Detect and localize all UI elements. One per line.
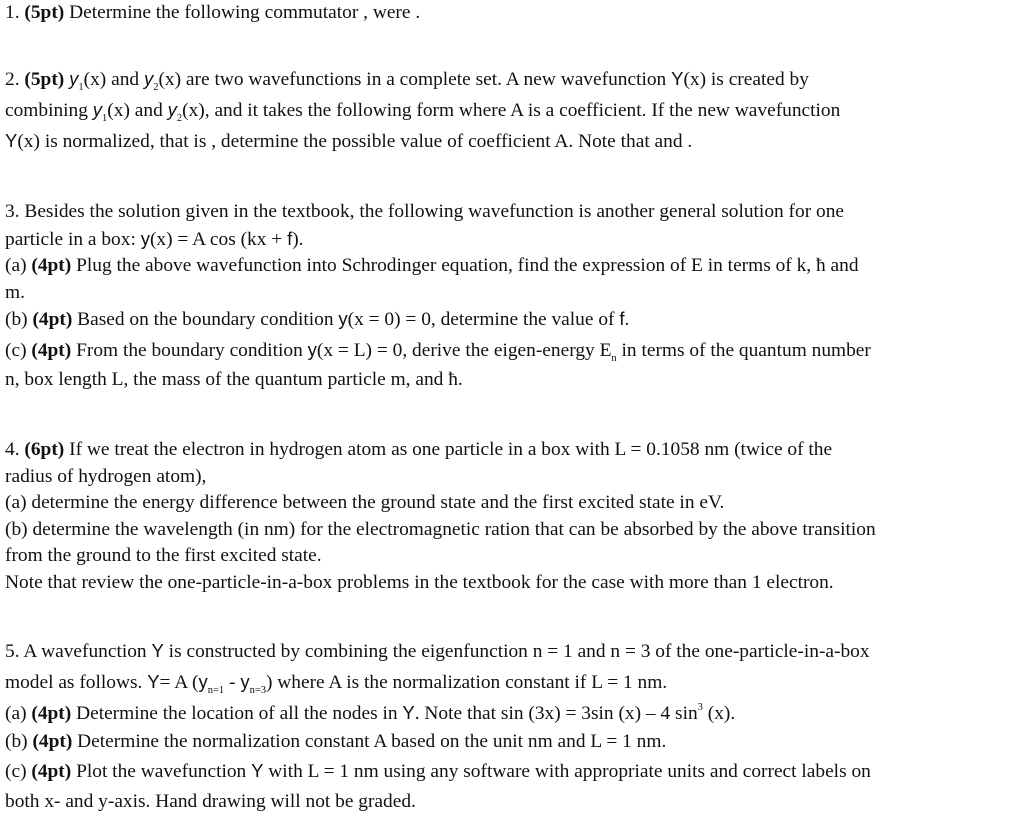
q5-part-a-superscript: 3 (697, 702, 703, 713)
q5-part-a-text-2: . Note that sin (3x) = 3sin (x) – 4 sin (414, 703, 698, 724)
q3-part-a-line-2: m. (5, 281, 25, 303)
q3-part-c-text-1: From the boundary condition (71, 339, 308, 361)
q5-part-b-text: Determine the normalization constant A based on the unit nm and L = 1 nm. (72, 731, 667, 752)
q5-psi1-subscript: n=1 (207, 685, 225, 696)
q2-l2-text-3: , and it takes the following form where A is a coefficient. If the new wavefunction (204, 100, 841, 121)
q2-l2-text-2: and (129, 100, 168, 121)
q5-line-2 (5, 667, 1020, 698)
q5-part-c-points: (4pt) (31, 760, 72, 782)
q4-points: (6pt) (24, 439, 65, 460)
q2-psi2-arg: (x) (158, 69, 182, 90)
q2-l2-psi2-subscript: 2 (176, 113, 183, 124)
q2-l3-psi-symbol: Y (5, 130, 18, 151)
q5-text-1a: 5. A wavefunction (5, 641, 152, 662)
q5-psi3-subscript: n=3 (249, 685, 266, 696)
q4-part-a: (a) determine the energy difference between the ground state and the first excited state in eV. (5, 492, 725, 513)
q4-line-1 (5, 437, 1020, 464)
q2-line-2 (5, 95, 1020, 126)
q3-part-c-points: (4pt) (31, 339, 72, 361)
q3-intro-text-a: particle in a box: (5, 228, 141, 250)
q4-number: 4. (5, 439, 20, 460)
q2-l2-psi1-arg: (x) (107, 100, 130, 121)
q4-note: Note that review the one-particle-in-a-box problems in the textbook for the case with more than 1 electron. (5, 571, 834, 593)
q2-psi1-subscript: 1 (78, 82, 84, 93)
q5-part-a-text-3: (x). (702, 703, 736, 724)
q2-psi2-subscript: 2 (153, 82, 159, 93)
q2-psi-arg: (x) (683, 69, 707, 90)
q5-part-c-line-2: both x- and y-axis. Hand drawing will not be graded. (5, 790, 416, 812)
q3-part-b-psi-symbol: y (338, 308, 348, 329)
q2-l3-text: is normalized, that is , determine the possible value of coefficient A. Note that and . (39, 131, 693, 152)
q3-intro-phi-symbol: f (287, 227, 293, 249)
q5-text-2c: ) where A is the normalization constant if L = 1 nm. (265, 672, 668, 693)
q3-intro-line-2 (5, 226, 1020, 254)
q5-minus: - (224, 672, 241, 693)
q5-part-c-text-2: with L = 1 nm using any software with appropriate units and correct labels on (263, 760, 871, 782)
q2-points: (5pt) (24, 69, 65, 90)
q2-l1-text-1: and (106, 69, 144, 90)
q2-l2-psi1-subscript: 1 (102, 113, 108, 124)
q5-psi-symbol: Y (151, 640, 164, 661)
q3-part-b-phi-symbol: f (619, 308, 625, 329)
q2-line-3 (5, 126, 1020, 157)
q3-part-c-line-1 (5, 337, 1020, 365)
q4-line-2: radius of hydrogen atom), (5, 465, 207, 487)
q3-part-b-line (5, 306, 1020, 334)
q4-part-b-line-2: from the ground to the first excited state. (5, 545, 322, 566)
q3-intro-psi-symbol: y (140, 227, 150, 249)
q5-text-1b: is constructed by combining the eigenfunction n = 1 and n = 3 of the one-particle-in-a-box (163, 641, 870, 662)
q3-part-b-text-3: . (624, 309, 630, 330)
q3-part-c-label: (c) (5, 339, 32, 361)
q2-psi-symbol: Y (671, 68, 684, 89)
q5-part-b-line (5, 729, 1020, 756)
q2-psi1-symbol: y (69, 68, 79, 89)
q2-l2-psi1-symbol: y (92, 99, 103, 120)
q3-part-c-line-2: n, box length L, the mass of the quantum particle m, and ħ. (5, 369, 463, 390)
q2-l2-text-1: combining (5, 100, 93, 121)
q3-part-b-text-1: Based on the boundary condition (72, 309, 339, 330)
q5-text-2b: = A ( (159, 672, 199, 693)
q2-l1-text-3: is created by (706, 69, 809, 90)
q5-part-c-label: (c) (5, 760, 32, 782)
q5-part-a-label: (a) (5, 703, 32, 724)
question-4 (5, 437, 1020, 596)
q2-psi2-symbol: y (143, 68, 154, 89)
q2-l3-psi-arg: (x) (17, 131, 40, 152)
q5-text-2a: model as follows. (5, 672, 148, 693)
q5-psi3-symbol: y (240, 671, 250, 692)
q3-intro-text-b: (x) = A cos (kx + (149, 228, 288, 250)
q5-part-c-psi-symbol: Y (251, 759, 264, 781)
q1-line-1 (5, 0, 1020, 27)
q3-part-b-text-2: (x = 0) = 0, determine the value of (347, 309, 620, 330)
q5-psi1-symbol: y (198, 671, 208, 692)
q1-points: (5pt) (24, 2, 65, 23)
q1-text: Determine the following commutator , were . (64, 2, 421, 23)
q5-part-c-line-1 (5, 756, 1020, 787)
q5-part-a-points: (4pt) (31, 703, 72, 724)
q2-psi1-arg: (x) (83, 69, 107, 90)
q3-part-b-label: (b) (5, 309, 33, 330)
question-2 (5, 64, 1020, 157)
q5-part-b-label: (b) (5, 731, 33, 752)
q3-part-c-text-2: (x = L) = 0, derive the eigen-energy E (316, 339, 612, 361)
q2-l2-psi2-arg: (x) (182, 100, 205, 121)
q2-l2-psi2-symbol: y (167, 99, 177, 120)
q3-part-a-points: (4pt) (31, 255, 72, 276)
q5-line2-psi-symbol: Y (147, 671, 160, 692)
q3-part-a-label: (a) (5, 255, 32, 276)
question-1 (5, 0, 1020, 27)
q5-part-a-line (5, 698, 1020, 729)
q4-part-b-line-1: (b) determine the wavelength (in nm) for the electromagnetic ration that can be absorbed by the above transition (5, 518, 876, 540)
q5-line-1 (5, 636, 1020, 667)
q3-part-a-text: Plug the above wavefunction into Schrodinger equation, find the expression of E in terms of k, ħ and (71, 255, 859, 276)
q3-part-a-line-1 (5, 253, 1020, 280)
q4-text-1: If we treat the electron in hydrogen atom as one particle in a box with L = 0.1058 nm (twice of the (64, 439, 833, 460)
q2-number: 2. (5, 69, 20, 90)
question-5 (5, 636, 1020, 817)
q2-l1-text-2: are two wavefunctions in a complete set. A new wavefunction (181, 69, 672, 90)
question-3 (5, 199, 1020, 394)
q5-part-b-points: (4pt) (32, 731, 73, 752)
q5-part-a-text-1: Determine the location of all the nodes in (71, 703, 403, 724)
q3-part-b-points: (4pt) (32, 309, 73, 330)
q3-part-c-text-3: in terms of the quantum number (616, 339, 871, 361)
q1-number: 1. (5, 2, 20, 23)
q2-line-1 (5, 64, 1020, 95)
q3-intro-text-c: ). (292, 228, 304, 250)
q3-part-c-subscript: n (611, 352, 617, 364)
q5-part-a-psi-symbol: Y (402, 702, 415, 723)
q3-part-c-psi-symbol: y (307, 338, 317, 360)
q3-intro-line-1: 3. Besides the solution given in the textbook, the following wavefunction is another general solution for one (5, 201, 845, 222)
q5-part-c-text-1: Plot the wavefunction (71, 760, 252, 782)
